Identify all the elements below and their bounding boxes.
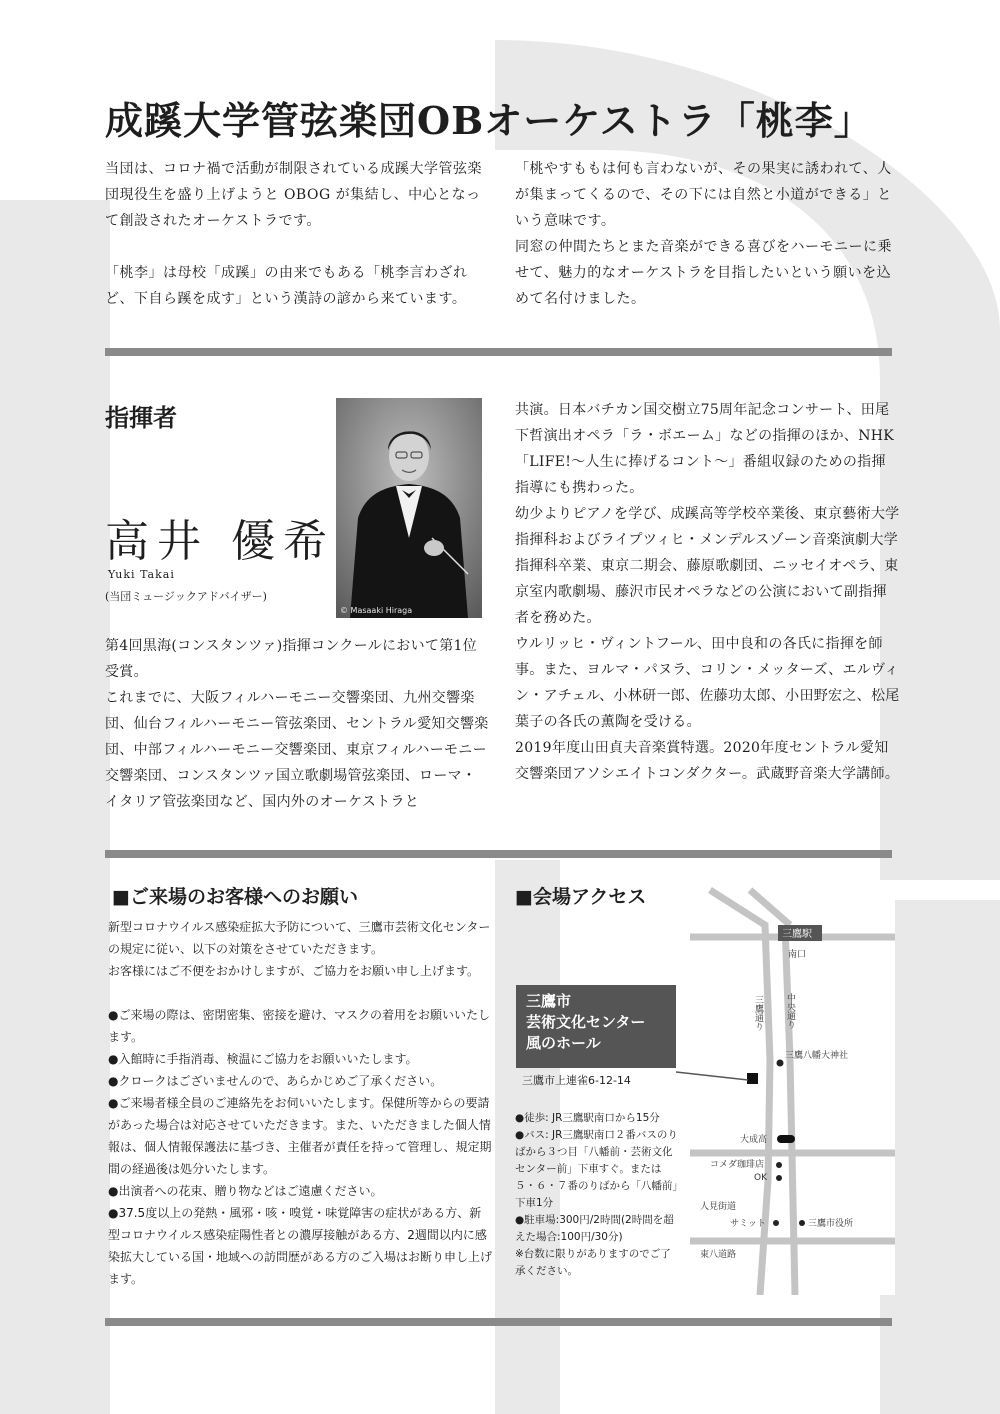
access-directions — [515, 1110, 680, 1280]
conductor-role: (当団ミュージックアドバイザー) — [105, 590, 267, 603]
notice-item: ●ご来場者様全員のご連絡先をお伺いいたします。保健所等からの要請があった場合は対応させていただきます。また、いただきました個人情報は、個人情報保護法に基づき、主催者が責任を持って管理し、規定期間の経過後は処分いたします。 — [108, 1096, 492, 1176]
venue-name-box — [516, 985, 676, 1068]
map-label-chuo-street: 中央通り — [785, 993, 795, 1029]
map-label-shrine: 三鷹八幡大神社 — [785, 1051, 849, 1061]
notice-item: ●出演者への花束、贈り物などはご遠慮ください。 — [108, 1184, 383, 1198]
notice-item: ●入館時に手指消毒、検温にご協力をお願いいたします。 — [108, 1052, 418, 1066]
section-divider — [105, 850, 892, 858]
bio-paragraph: 幼少よりピアノを学び、成蹊高等学校卒業後、東京藝術大学指揮科およびライプツィヒ・メンデルスゾーン音楽演劇大学指揮科卒業、東京二期会、藤原歌劇団、ニッセイオペラ、東京室内歌劇場、藤沢市民オペラなどの公演において副指揮者を務めた。 — [515, 506, 900, 626]
conductor-heading: 指揮者 — [105, 403, 177, 432]
section-divider — [105, 1318, 892, 1326]
map-label-ok: OK — [754, 1173, 767, 1183]
map-point-school — [777, 1135, 795, 1143]
map-label-south-exit: 南口 — [788, 950, 807, 960]
notice-item: ●37.5度以上の発熱・風邪・咳・嗅覚・味覚障害の症状がある方、新型コロナウイルス感染症陽性者との濃厚接触がある方、2週間以内に感染拡大している国・地域への訪問歴がある方のご入場はお断り申し上げます。 — [108, 1206, 493, 1286]
map-label-higashi8: 東八道路 — [700, 1250, 737, 1260]
intro-paragraph: 「桃やすももは何も言わないが、その果実に誘われて、人が集まってくるので、その下には自然と小道ができる」という意味です。 — [515, 161, 892, 229]
intro-paragraph: 「桃李」は母校「成蹊」の由来でもある「桃李言わざれど、下自ら蹊を成す」という漢詩の諺から来ています。 — [105, 265, 468, 307]
map-label-city-hall: 三鷹市役所 — [808, 1219, 854, 1229]
conductor-name: 高井 優希 — [105, 516, 335, 567]
venue-line: 三鷹市 — [526, 992, 572, 1010]
direction-item: ●徒歩: JR三鷹駅南口から15分 — [515, 1112, 660, 1124]
venue-address: 三鷹市上連雀6-12-14 — [522, 1074, 631, 1087]
photo-credit: © Masaaki Hiraga — [340, 606, 413, 615]
notice-item: ●ご来場の際は、密閉密集、密接を避け、マスクの着用をお願いいたします。 — [108, 1008, 490, 1044]
notice-heading: ■ご来場のお客様へのお願い — [112, 886, 358, 908]
map-label-jinken-street: 人見街道 — [700, 1202, 737, 1212]
conductor-photo-image — [336, 398, 482, 618]
venue-line: 風のホール — [526, 1034, 601, 1052]
conductor-name-roman: Yuki Takai — [108, 568, 175, 581]
map-label-cafe: コメダ珈琲店 — [710, 1160, 765, 1170]
map-label-station: 三鷹駅 — [782, 929, 812, 940]
intro-right-column — [515, 156, 900, 312]
direction-item: ※台数に限りがありますのでご了承ください。 — [515, 1248, 671, 1277]
map-point-ok — [776, 1175, 782, 1181]
access-map — [690, 885, 895, 1295]
direction-item: ●駐車場:300円/2時間(2時間を超えた場合:100円/30分) — [515, 1214, 674, 1243]
conductor-bio-left — [105, 633, 490, 815]
conductor-photo — [336, 398, 482, 618]
direction-item: ●バス: JR三鷹駅南口２番バスのりばから３つ目「八幡前・芸術文化センター前」下車すぐ。または５・６・７番のりばから「八幡前」下車1分 — [515, 1129, 678, 1209]
bio-paragraph: 2019年度山田貞夫音楽賞特選。2020年度セントラル愛知交響楽団アソシエイトコンダクター。武蔵野音楽大学講師。 — [515, 740, 900, 782]
map-label-school: 大成高 — [740, 1135, 768, 1145]
map-label-summit: サミット — [730, 1219, 766, 1229]
bio-paragraph: 第4回黒海(コンスタンツァ)指揮コンクールにおいて第1位受賞。 — [105, 638, 478, 680]
intro-left-column — [105, 156, 490, 312]
venue-line: 芸術文化センター — [526, 1013, 646, 1031]
map-label-mitaka-street: 三鷹通り — [753, 995, 763, 1031]
bio-paragraph: これまでに、大阪フィルハーモニー交響楽団、九州交響楽団、仙台フィルハーモニー管弦楽団、セントラル愛知交響楽団、中部フィルハーモニー交響楽団、東京フィルハーモニー交響楽団、コンスタンツァ国立歌劇場管弦楽団、ローマ・イタリア管弦楽団など、国内外のオーケストラと — [105, 690, 489, 810]
access-heading: ■会場アクセス — [515, 886, 647, 908]
section-divider — [105, 348, 892, 356]
notice-intro: お客様にはご不便をおかけしますが、ご協力をお願い申し上げます。 — [108, 964, 480, 978]
page-title: 成蹊大学管弦楽団OBオーケストラ「桃李」 — [105, 98, 873, 143]
bio-paragraph: 共演。日本バチカン国交樹立75周年記念コンサート、田尾下哲演出オペラ「ラ・ボエーム」などの指揮のほか、NHK「LIFE!～人生に捧げるコント～」番組収録のための指揮指導にも携わった。 — [515, 402, 895, 496]
intro-paragraph: 当団は、コロナ禍で活動が制限されている成蹊大学管弦楽団現役生を盛り上げようと OBOG が集結し、中心となって創設されたオーケストラです。 — [105, 161, 482, 229]
map-point-shrine — [777, 1060, 784, 1067]
notice-item: ●クロークはございませんので、あらかじめご了承ください。 — [108, 1074, 443, 1088]
notice-body — [108, 916, 493, 1290]
bio-paragraph: ウルリッヒ・ヴィントフール、田中良和の各氏に指揮を師事。また、ヨルマ・パヌラ、コリン・メッターズ、エルヴィン・アチェル、小林研一郎、佐藤功太郎、小田野宏之、松尾葉子の各氏の薫陶を受ける。 — [515, 636, 900, 730]
map-point-summit — [773, 1220, 779, 1226]
intro-paragraph: 同窓の仲間たちとまた音楽ができる喜びをハーモニーに乗せて、魅力的なオーケストラを目指したいという願いを込めて名付けました。 — [515, 239, 892, 307]
map-point-cafe — [776, 1162, 782, 1168]
notice-intro: 新型コロナウイルス感染症拡大予防について、三鷹市芸術文化センターの規定に従い、以下の対策をさせていただきます。 — [108, 920, 491, 956]
map-point-city-hall — [799, 1220, 805, 1226]
conductor-bio-right — [515, 397, 900, 787]
venue-pointer-arrow — [676, 1070, 756, 1090]
